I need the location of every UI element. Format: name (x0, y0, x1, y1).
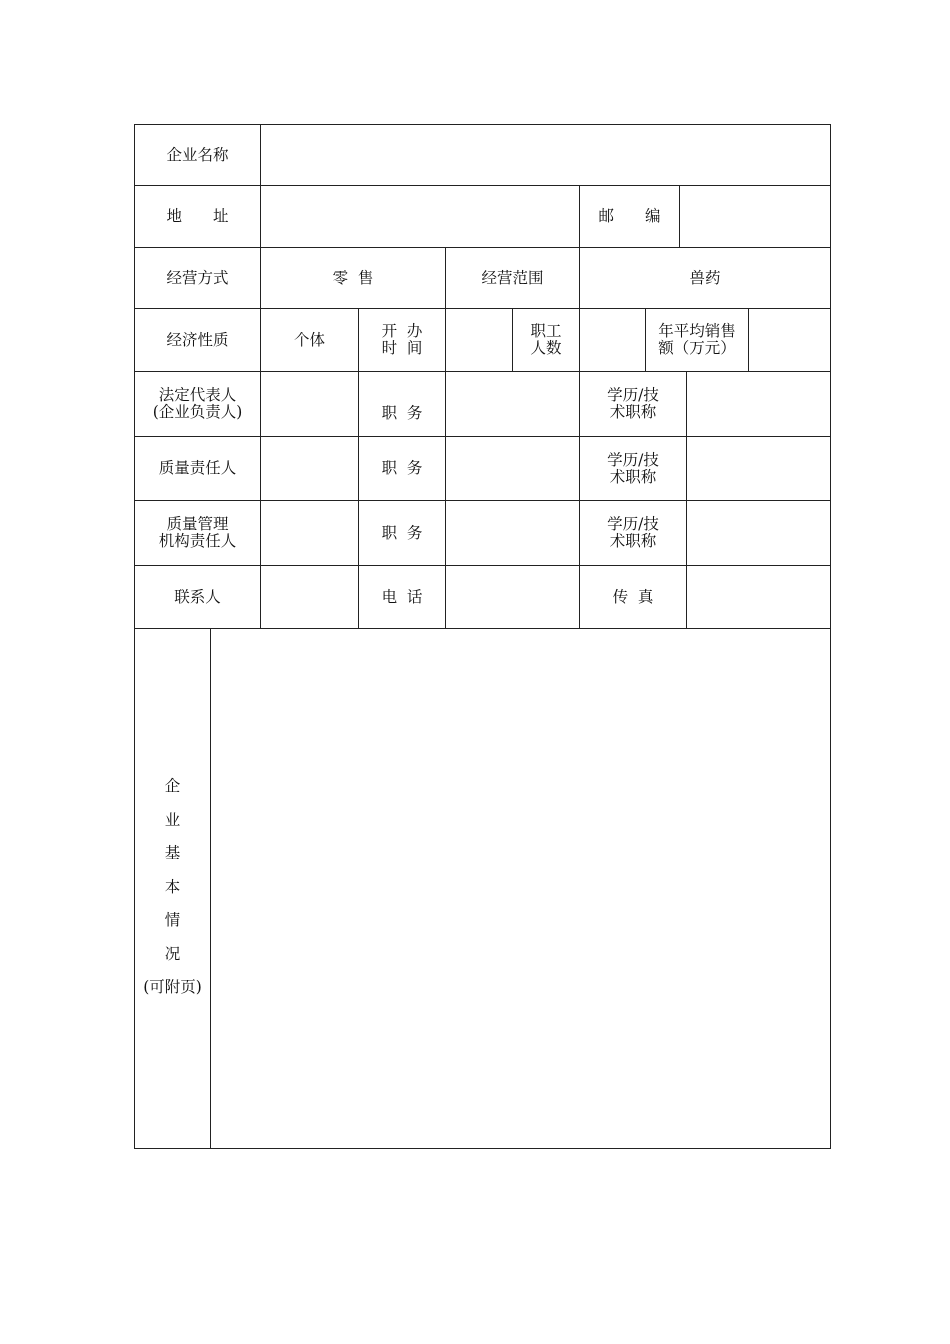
quality-dept-head-label: 质量管理 机构责任人 (158, 515, 237, 550)
duty-field[interactable] (446, 372, 579, 436)
education-title-label: 学历/技 术职称 (607, 450, 659, 486)
contact-person-label: 联系人 (174, 587, 221, 606)
education-title-label: 学历/技 术职称 (607, 515, 659, 550)
quality-dept-head-field[interactable] (261, 501, 358, 565)
address-label: 地 址 (166, 207, 229, 225)
staff-count-label: 职工 人数 (530, 322, 562, 357)
duty-label: 职 务 (381, 523, 423, 542)
annual-sales-field[interactable] (749, 309, 830, 371)
contact-person-field[interactable] (261, 566, 358, 628)
postcode-field[interactable] (680, 186, 830, 247)
economic-nature-value[interactable]: 个体 (293, 330, 325, 349)
enterprise-basic-info-field[interactable] (211, 629, 830, 1148)
business-scope-value[interactable]: 兽药 (689, 268, 721, 287)
legal-representative-field[interactable] (261, 372, 358, 436)
enterprise-name-field[interactable] (261, 125, 830, 185)
fax-field[interactable] (687, 566, 830, 628)
staff-count-field[interactable] (580, 309, 645, 371)
annual-sales-label: 年平均销售 额（万元） (658, 322, 736, 357)
enterprise-basic-info-label: 企 业 基 本 情 况 (可附页) (143, 777, 202, 996)
quality-responsible-label: 质量责任人 (158, 459, 237, 477)
business-scope-label: 经营范围 (481, 268, 544, 287)
education-title-field[interactable] (687, 437, 830, 500)
opening-time-field[interactable] (446, 309, 512, 371)
education-title-label: 学历/技 术职称 (607, 386, 659, 421)
legal-representative-label: 法定代表人 (企业负责人) (152, 386, 243, 421)
duty-label: 职 务 (381, 404, 423, 422)
duty-label: 职 务 (381, 459, 423, 477)
postcode-label: 邮 编 (598, 207, 661, 225)
enterprise-name-label: 企业名称 (166, 145, 229, 164)
grid-line (830, 124, 831, 1149)
duty-field[interactable] (446, 437, 579, 500)
business-mode-value[interactable]: 零 售 (332, 268, 374, 287)
opening-time-label: 开 办 时 间 (381, 322, 423, 357)
duty-field[interactable] (446, 501, 579, 565)
quality-responsible-field[interactable] (261, 437, 358, 500)
education-title-field[interactable] (687, 501, 830, 565)
phone-field[interactable] (446, 566, 579, 628)
business-mode-label: 经营方式 (166, 268, 229, 287)
fax-label: 传 真 (612, 587, 654, 606)
grid-line (135, 1148, 831, 1149)
phone-label: 电 话 (381, 587, 423, 606)
economic-nature-label: 经济性质 (166, 330, 229, 349)
education-title-field[interactable] (687, 372, 830, 436)
address-field[interactable] (261, 186, 579, 247)
